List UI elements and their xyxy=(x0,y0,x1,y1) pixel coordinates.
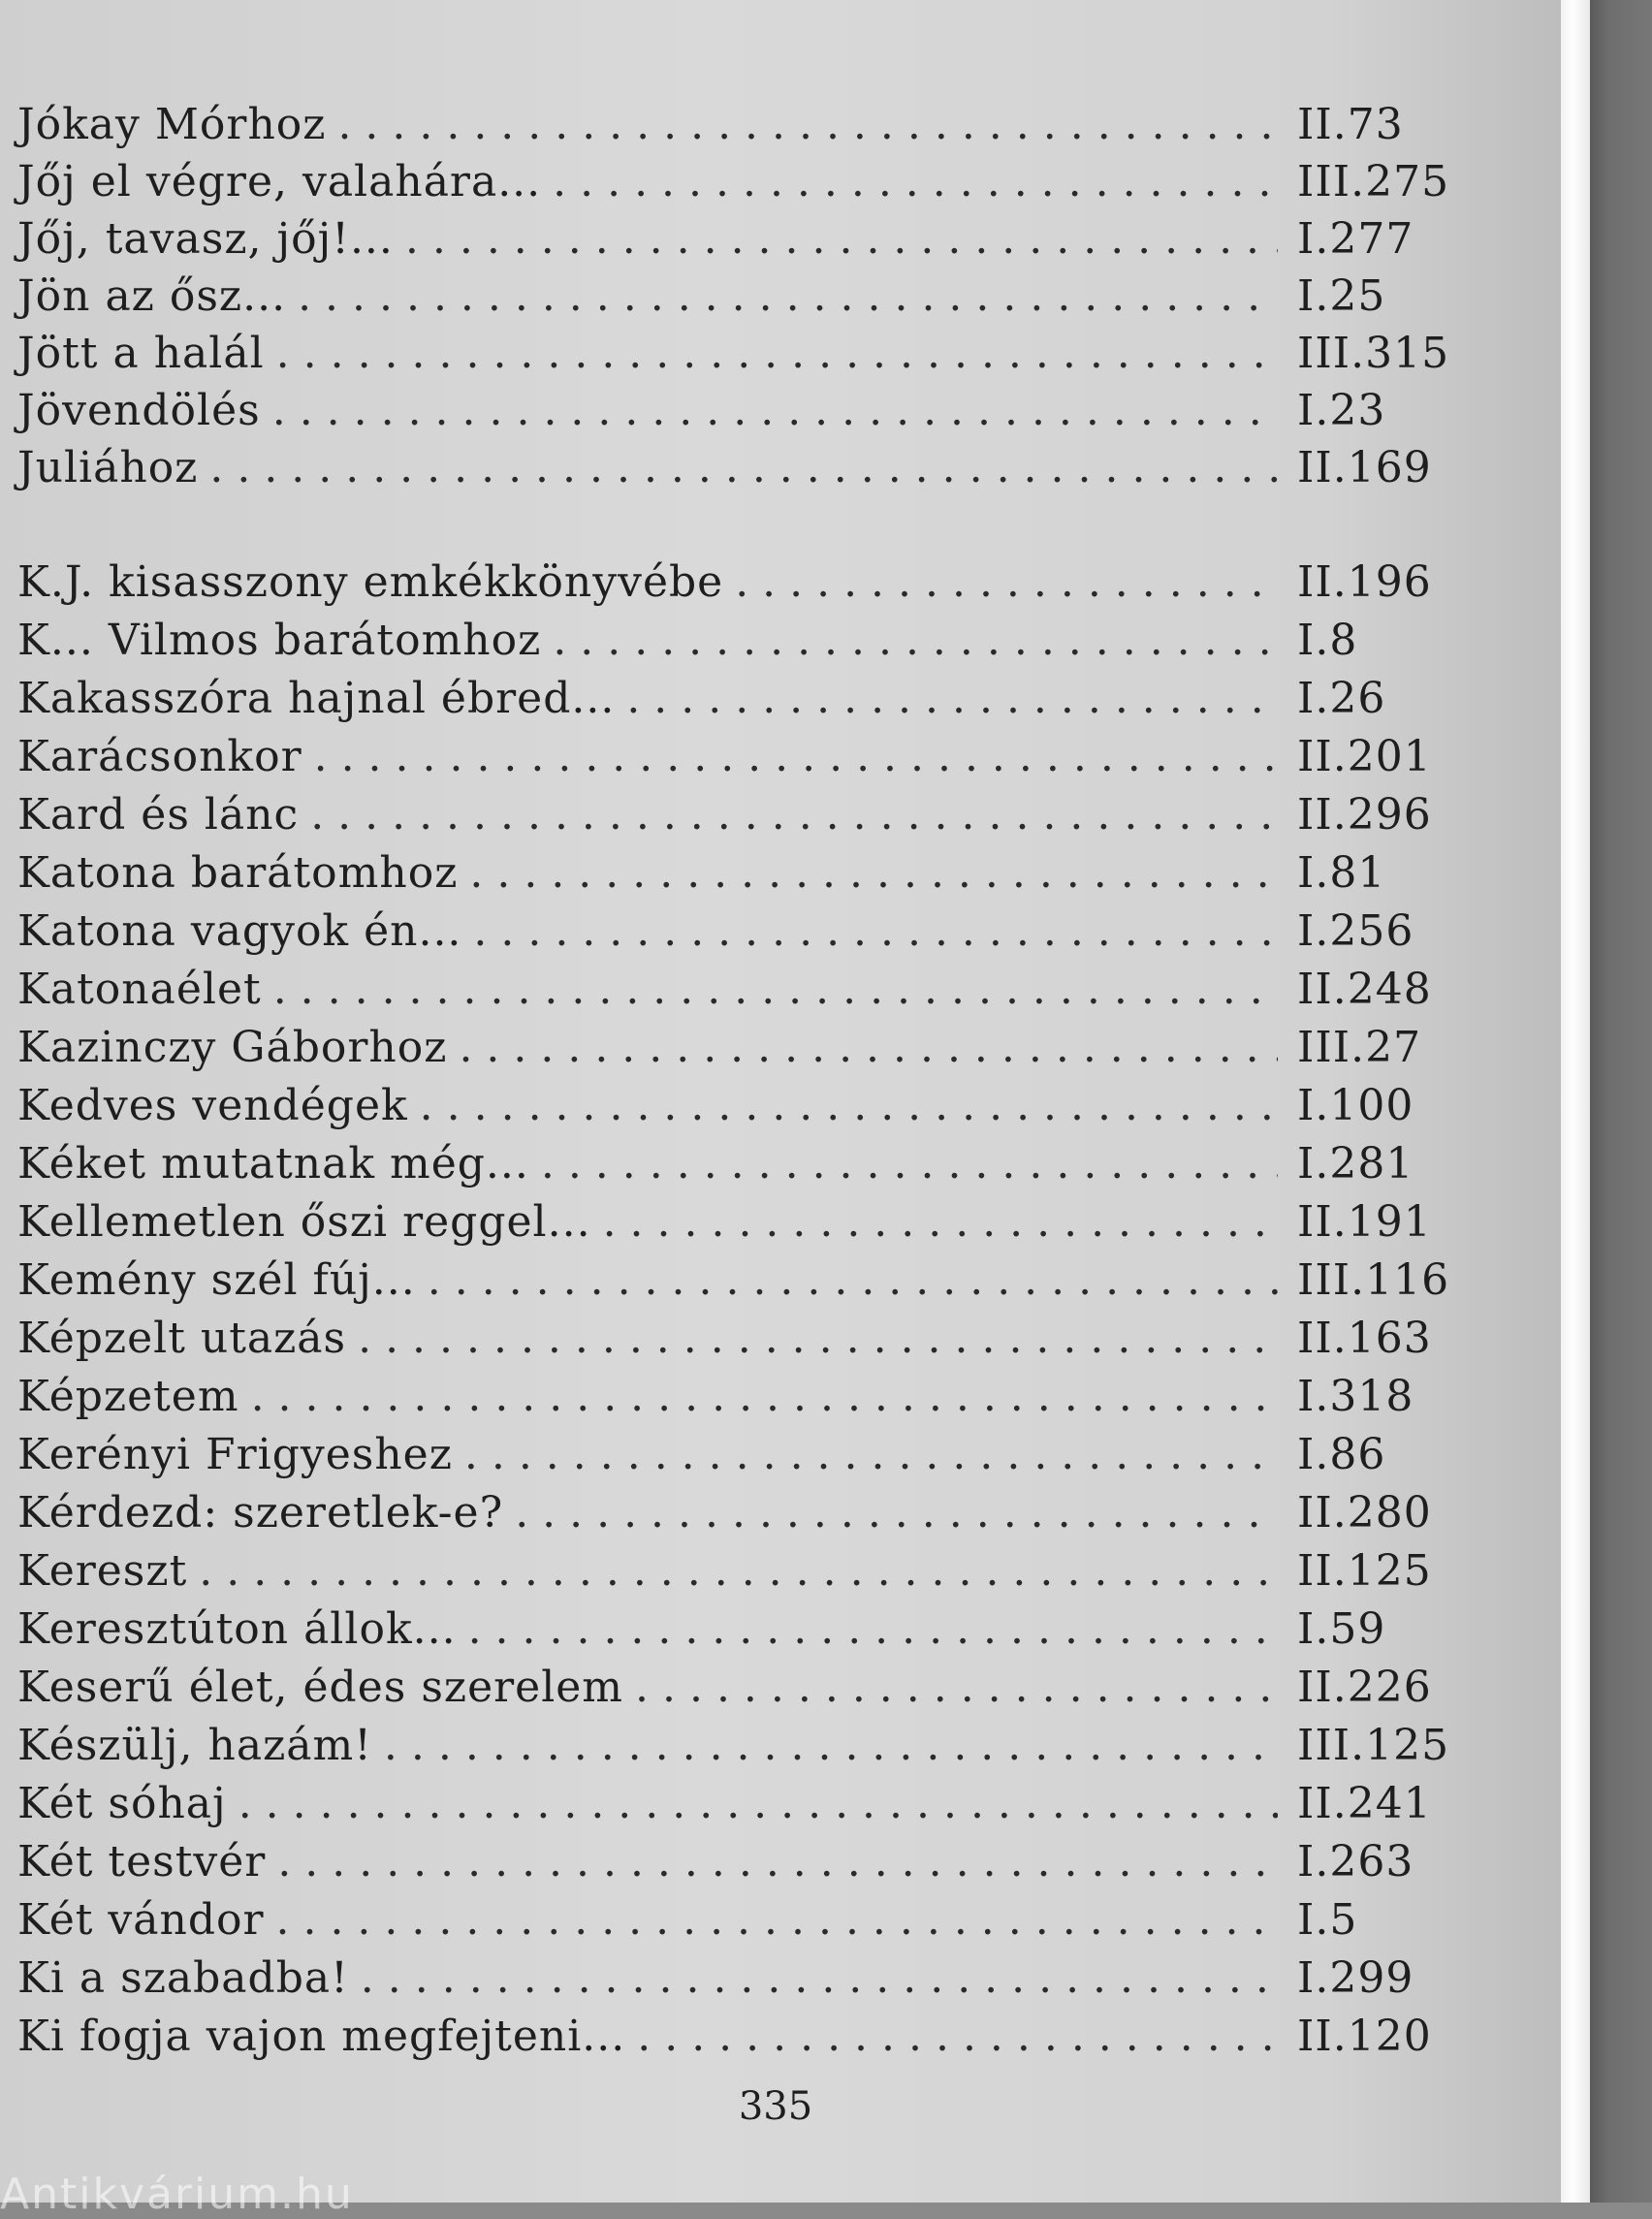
entry-title: Keserű élet, édes szerelem xyxy=(17,1663,624,1712)
dot-leader xyxy=(277,1834,1278,1890)
entry-title: Katonaélet xyxy=(17,965,262,1014)
index-entry xyxy=(17,1834,1491,1890)
watermark: Antikvárium.hu xyxy=(0,2170,354,2219)
entry-ref: II.248 xyxy=(1297,965,1432,1014)
dot-leader xyxy=(603,1194,1278,1251)
entry-title: Jövendölés xyxy=(17,386,261,435)
dot-leader xyxy=(310,787,1278,843)
dot-leader xyxy=(405,211,1278,268)
index-entry xyxy=(17,671,1491,727)
entry-title: Kemény szél fúj... xyxy=(17,1255,416,1305)
index-entry xyxy=(17,555,1491,611)
entry-title: K... Vilmos barátomhoz xyxy=(17,616,542,665)
dot-leader xyxy=(468,1601,1278,1658)
entry-title: Ki a szabadba! xyxy=(17,1953,349,2003)
index-entry xyxy=(17,269,1491,325)
entry-ref: II.163 xyxy=(1297,1314,1432,1363)
entry-ref: III.275 xyxy=(1297,157,1450,206)
index-entry xyxy=(17,1543,1491,1600)
entry-title: Két vándor xyxy=(17,1895,265,1945)
dot-leader xyxy=(635,1660,1278,1716)
entry-ref: II.226 xyxy=(1297,1663,1432,1712)
dot-leader xyxy=(469,845,1278,902)
entry-ref: II.296 xyxy=(1297,790,1432,840)
index-entry xyxy=(17,1892,1491,1949)
entry-ref: I.277 xyxy=(1297,214,1414,264)
index-entry xyxy=(17,903,1491,960)
dot-leader xyxy=(473,903,1278,960)
entry-ref: I.86 xyxy=(1297,1430,1386,1479)
dot-leader xyxy=(273,962,1278,1018)
dot-leader xyxy=(459,1020,1278,1076)
entry-title: Kerényi Frigyeshez xyxy=(17,1430,453,1479)
entry-ref: III.116 xyxy=(1297,1255,1450,1305)
index-entry xyxy=(17,1078,1491,1134)
entry-ref: II.201 xyxy=(1297,732,1432,781)
index-entry xyxy=(17,1776,1491,1832)
entry-ref: I.281 xyxy=(1297,1139,1414,1189)
entry-ref: II.280 xyxy=(1297,1488,1432,1537)
dot-leader xyxy=(276,1892,1278,1949)
entry-ref: I.256 xyxy=(1297,906,1414,956)
entry-title: Két testvér xyxy=(17,1837,267,1886)
dot-leader xyxy=(735,555,1278,611)
entry-ref: II.196 xyxy=(1297,557,1432,607)
entry-ref: II.125 xyxy=(1297,1546,1432,1596)
index-entry xyxy=(17,440,1491,496)
dot-leader xyxy=(337,97,1278,153)
dot-leader xyxy=(420,1078,1278,1134)
entry-ref: II.241 xyxy=(1297,1779,1432,1828)
dot-leader xyxy=(238,1776,1278,1832)
dot-leader xyxy=(361,1950,1278,2007)
entry-ref: II.191 xyxy=(1297,1197,1432,1247)
entry-ref: I.26 xyxy=(1297,674,1386,723)
index-entry xyxy=(17,2009,1491,2065)
index-entry xyxy=(17,1601,1491,1658)
entry-title: Jókay Mórhoz xyxy=(17,100,327,149)
entry-title: Kereszt xyxy=(17,1546,188,1596)
entry-title: K.J. kisasszony emkékkönyvébe xyxy=(17,557,724,607)
dot-leader xyxy=(464,1427,1278,1483)
entry-title: Juliához xyxy=(17,443,199,492)
entry-ref: III.315 xyxy=(1297,329,1450,378)
entry-ref: I.81 xyxy=(1297,848,1386,898)
dot-leader xyxy=(298,269,1278,325)
dot-leader xyxy=(358,1311,1278,1367)
index-entry xyxy=(17,1485,1491,1541)
entry-title: Jött a halál xyxy=(17,329,265,378)
dot-leader xyxy=(272,383,1278,439)
entry-title: Képzetem xyxy=(17,1372,239,1421)
entry-ref: I.59 xyxy=(1297,1604,1386,1654)
entry-ref: I.318 xyxy=(1297,1372,1414,1421)
entry-title: Kellemetlen őszi reggel... xyxy=(17,1197,591,1247)
entry-ref: III.27 xyxy=(1297,1023,1422,1072)
index-entry xyxy=(17,1136,1491,1192)
dot-leader xyxy=(314,729,1278,785)
index-entry xyxy=(17,787,1491,843)
entry-title: Katona vagyok én... xyxy=(17,906,462,956)
entry-title: Jön az ősz... xyxy=(17,271,287,321)
dot-leader xyxy=(553,613,1278,669)
dot-leader xyxy=(428,1252,1278,1309)
index-entry xyxy=(17,613,1491,669)
page-edge xyxy=(1561,0,1590,2203)
entry-title: Kéket mutatnak még... xyxy=(17,1139,529,1189)
dot-leader xyxy=(541,1136,1278,1192)
entry-title: Ki fogja vajon megfejteni... xyxy=(17,2012,626,2061)
dot-leader xyxy=(626,671,1278,727)
entry-ref: II.120 xyxy=(1297,2012,1432,2061)
index-entry xyxy=(17,1427,1491,1483)
entry-title: Kedves vendégek xyxy=(17,1081,408,1130)
entry-title: Képzelt utazás xyxy=(17,1314,347,1363)
entry-ref: I.263 xyxy=(1297,1837,1414,1886)
index-entry xyxy=(17,154,1491,210)
dot-leader xyxy=(637,2009,1278,2065)
index-entry xyxy=(17,1660,1491,1716)
index-entry xyxy=(17,326,1491,382)
entry-title: Két sóhaj xyxy=(17,1779,227,1828)
entry-ref: III.125 xyxy=(1297,1721,1450,1770)
entry-ref: I.299 xyxy=(1297,1953,1414,2003)
page-number: 335 xyxy=(738,2084,813,2129)
index-entry xyxy=(17,845,1491,902)
entry-ref: I.8 xyxy=(1297,616,1358,665)
index-entry xyxy=(17,1194,1491,1251)
dot-leader xyxy=(251,1369,1278,1425)
index-entry xyxy=(17,1020,1491,1076)
dot-leader xyxy=(276,326,1278,382)
dot-leader xyxy=(199,1543,1278,1600)
book-cover-edge xyxy=(1590,0,1652,2203)
index-entry xyxy=(17,729,1491,785)
entry-ref: II.169 xyxy=(1297,443,1432,492)
entry-title: Kérdezd: szeretlek-e? xyxy=(17,1488,504,1537)
entry-title: Jőj el végre, valahára... xyxy=(17,157,542,206)
entry-title: Keresztúton állok... xyxy=(17,1604,457,1654)
index-entry xyxy=(17,1950,1491,2007)
dot-leader xyxy=(384,1718,1278,1774)
entry-ref: I.100 xyxy=(1297,1081,1414,1130)
index-entry xyxy=(17,1311,1491,1367)
entry-ref: II.73 xyxy=(1297,100,1404,149)
entry-title: Karácsonkor xyxy=(17,732,302,781)
entry-title: Jőj, tavasz, jőj!... xyxy=(17,214,394,264)
index-entry xyxy=(17,211,1491,268)
entry-title: Kard és lánc xyxy=(17,790,300,840)
entry-title: Katona barátomhoz xyxy=(17,848,459,898)
dot-leader xyxy=(209,440,1278,496)
index-entry xyxy=(17,1369,1491,1425)
dot-leader xyxy=(553,154,1278,210)
index-entry xyxy=(17,1718,1491,1774)
index-entry xyxy=(17,383,1491,439)
entry-title: Kakasszóra hajnal ébred... xyxy=(17,674,616,723)
dot-leader xyxy=(515,1485,1278,1541)
index-entry xyxy=(17,97,1491,153)
entry-ref: I.25 xyxy=(1297,271,1386,321)
entry-title: Készülj, hazám! xyxy=(17,1721,372,1770)
entry-ref: I.5 xyxy=(1297,1895,1358,1945)
index-entry xyxy=(17,1252,1491,1309)
entry-title: Kazinczy Gáborhoz xyxy=(17,1023,448,1072)
index-entry xyxy=(17,962,1491,1018)
entry-ref: I.23 xyxy=(1297,386,1386,435)
